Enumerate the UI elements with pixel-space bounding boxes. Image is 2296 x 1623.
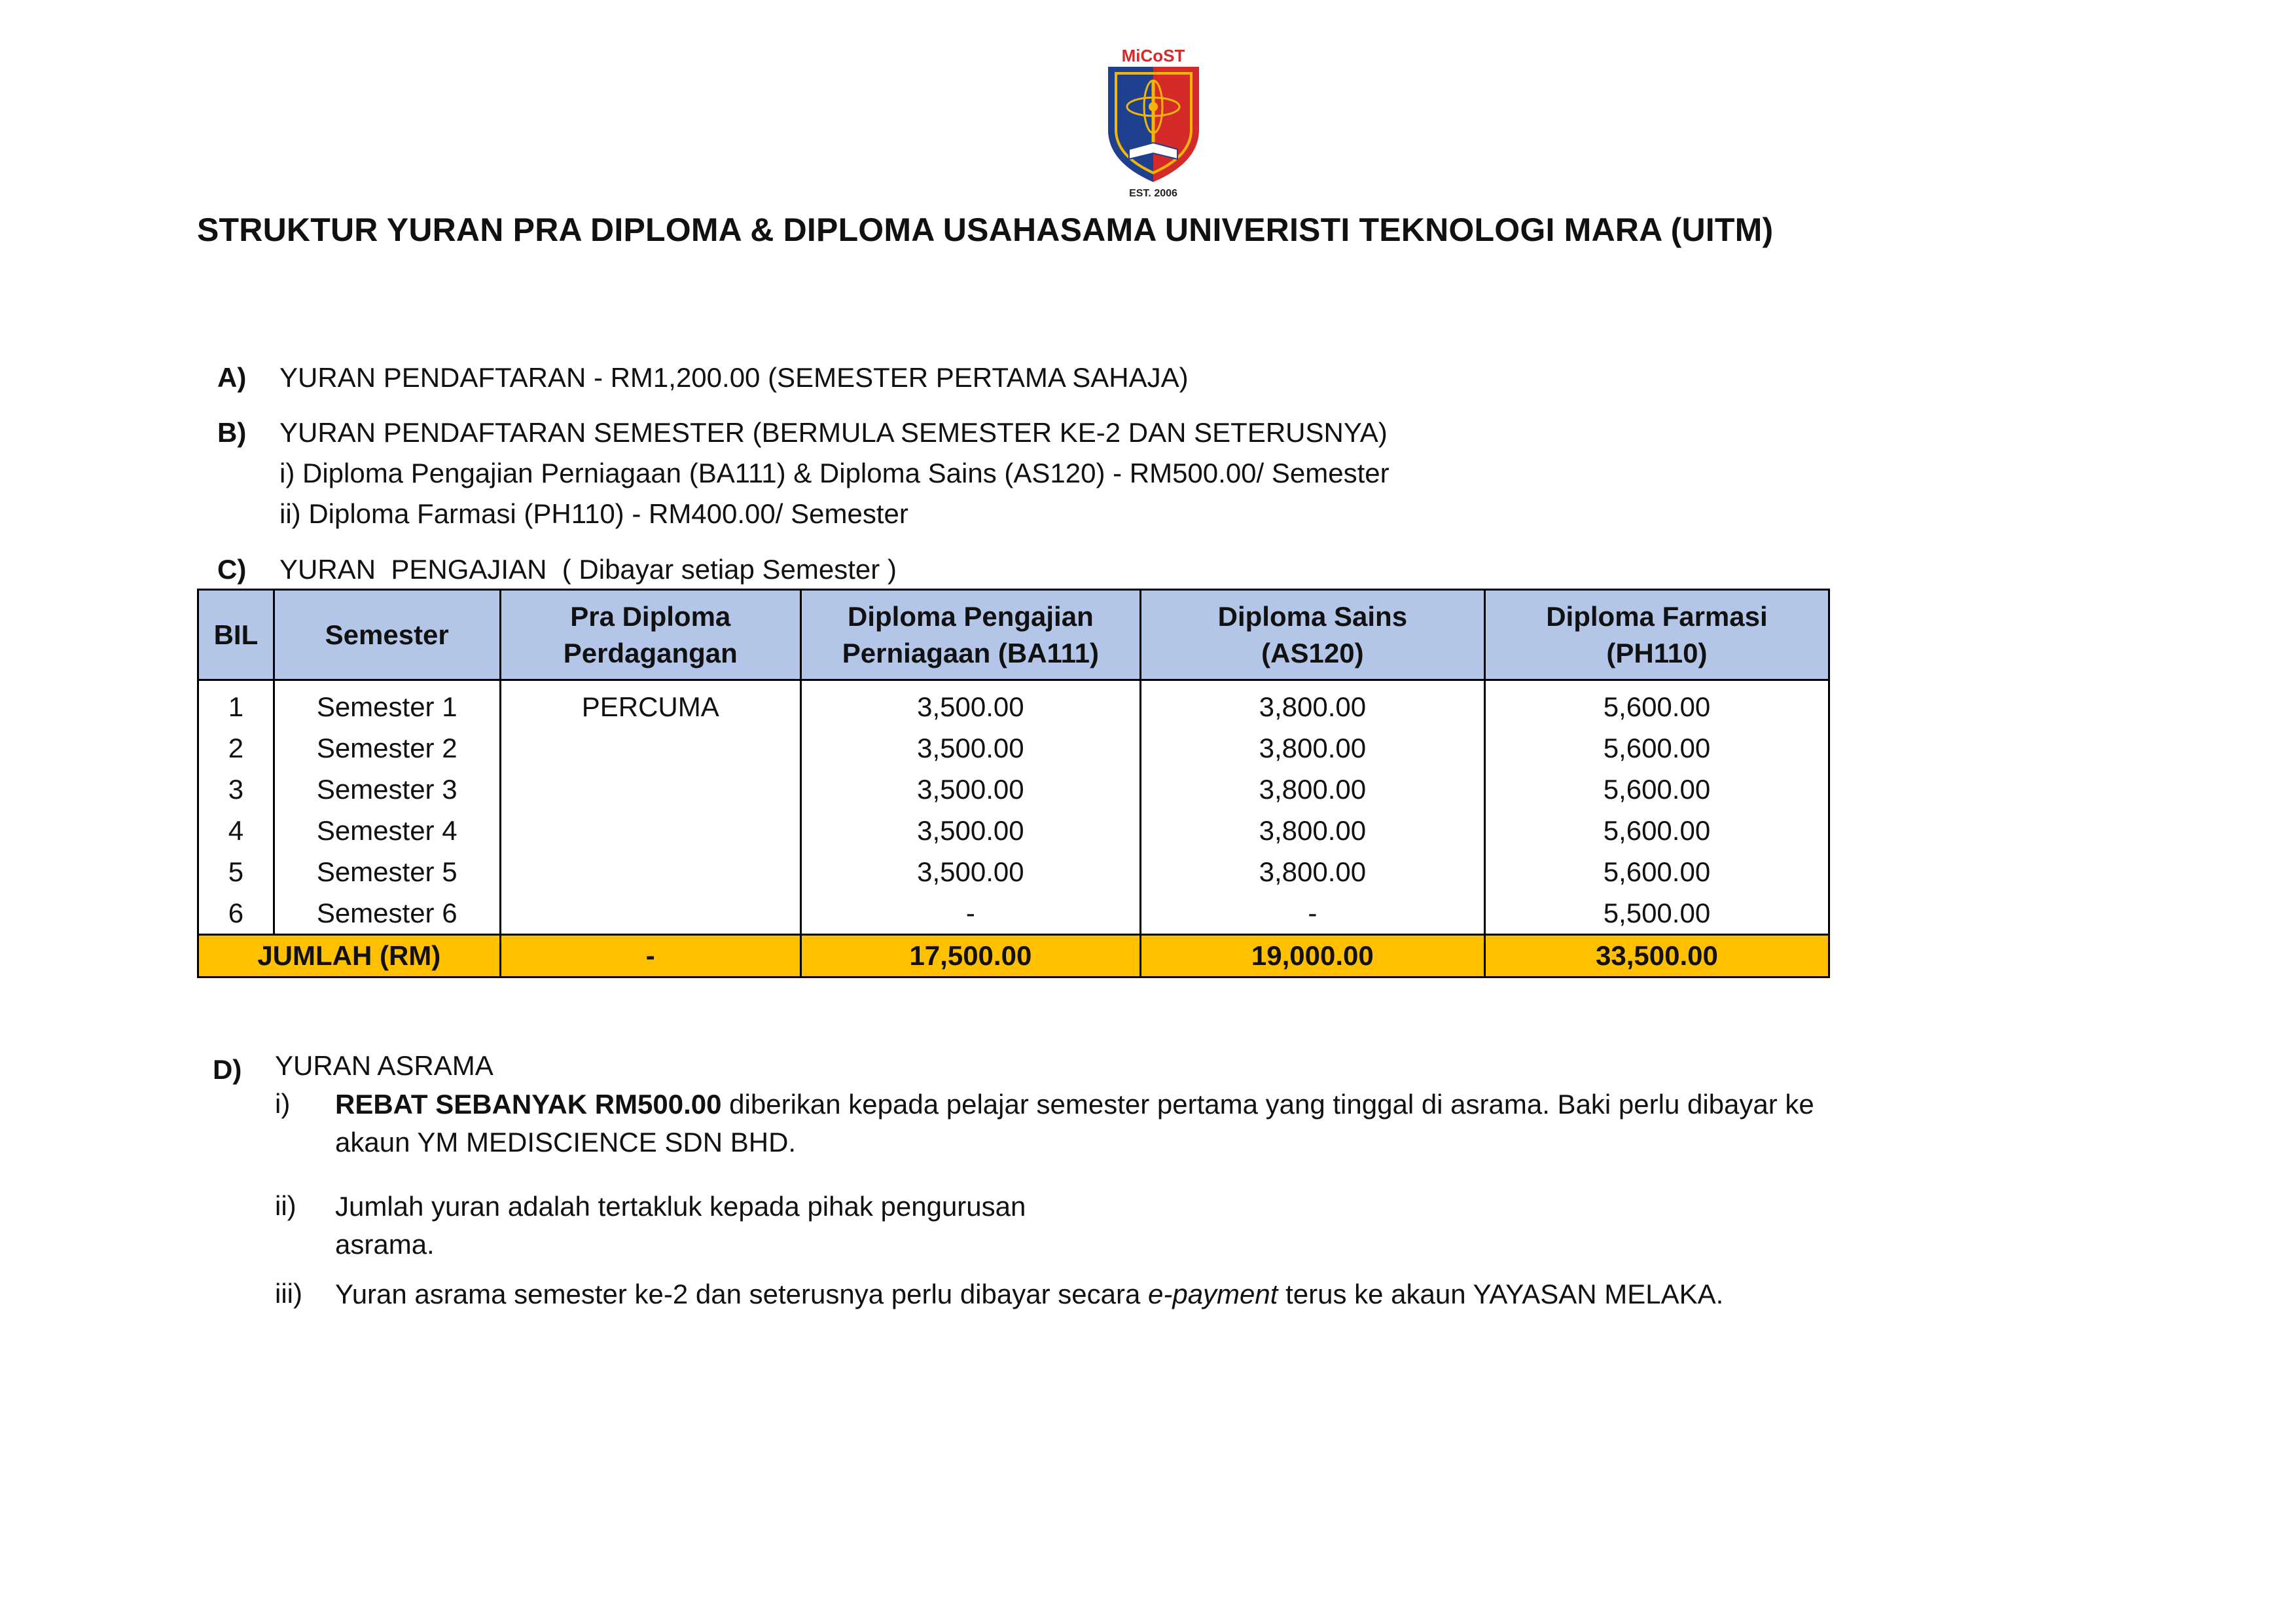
total-pra: -	[500, 935, 800, 977]
cell-pra	[500, 851, 800, 892]
table-row	[198, 892, 1829, 935]
cell-ba: 3,500.00	[800, 851, 1140, 892]
cell-ph: 5,600.00	[1484, 769, 1829, 810]
cell-ba: 3,500.00	[800, 680, 1140, 728]
total-as: 19,000.00	[1140, 935, 1484, 977]
section-d-item-iii	[335, 1275, 1723, 1313]
cell-pra	[500, 769, 800, 810]
cell-bil: 4	[198, 810, 274, 851]
cell-pra	[500, 892, 800, 935]
total-ph: 33,500.00	[1484, 935, 1829, 977]
header-semester: Semester	[274, 590, 500, 680]
table-row	[198, 727, 1829, 769]
rebate-rest: diberikan kepada pelajar semester pertama yang tinggal di asrama. Baki perlu dibayar ke	[721, 1089, 1814, 1120]
header-ba-line2: Perniagaan (BA111)	[842, 637, 1099, 668]
cell-bil: 3	[198, 769, 274, 810]
cell-pra	[500, 810, 800, 851]
section-d-marker: D)	[213, 1054, 242, 1085]
cell-ba: 3,500.00	[800, 727, 1140, 769]
section-d-item-ii-line2: asrama.	[335, 1229, 435, 1260]
header-ph110	[1484, 590, 1829, 680]
cell-semester: Semester 2	[274, 727, 500, 769]
cell-ba: 3,500.00	[800, 769, 1140, 810]
header-ph-line2: (PH110)	[1606, 637, 1708, 668]
cell-as: 3,800.00	[1140, 851, 1484, 892]
item-iii-pre: Yuran asrama semester ke-2 dan seterusnya perlu dibayar secara	[335, 1279, 1148, 1309]
header-as-line2: (AS120)	[1261, 637, 1364, 668]
cell-pra: PERCUMA	[500, 680, 800, 728]
table-row	[198, 810, 1829, 851]
cell-as: 3,800.00	[1140, 769, 1484, 810]
header-as-line1: Diploma Sains	[1217, 600, 1408, 632]
cell-pra	[500, 727, 800, 769]
cell-semester: Semester 4	[274, 810, 500, 851]
shield-logo-icon	[1096, 45, 1211, 202]
cell-semester: Semester 5	[274, 851, 500, 892]
header-pra-line2: Perdagangan	[563, 637, 738, 668]
fee-table	[197, 589, 1830, 978]
section-d-item-ii-line1: Jumlah yuran adalah tertakluk kepada pihak pengurusan	[335, 1191, 1026, 1222]
header-ph-line1: Diploma Farmasi	[1546, 600, 1768, 632]
cell-ba: -	[800, 892, 1140, 935]
header-pra-line1: Pra Diploma	[570, 600, 731, 632]
table-total-row	[198, 935, 1829, 977]
cell-bil: 5	[198, 851, 274, 892]
section-d-item-i-num: i)	[275, 1088, 291, 1119]
cell-bil: 6	[198, 892, 274, 935]
section-d-item-ii	[335, 1188, 1026, 1264]
cell-ph: 5,500.00	[1484, 892, 1829, 935]
table-row	[198, 851, 1829, 892]
section-d-text: YURAN ASRAMA	[275, 1050, 493, 1081]
section-d-item-iii-num: iii)	[275, 1278, 302, 1309]
cell-semester: Semester 6	[274, 892, 500, 935]
cell-as: 3,800.00	[1140, 727, 1484, 769]
total-label: JUMLAH (RM)	[198, 935, 501, 977]
header-ba-line1: Diploma Pengajian	[848, 600, 1094, 632]
cell-bil: 1	[198, 680, 274, 728]
section-d-item-i-line2: akaun YM MEDISCIENCE SDN BHD.	[335, 1127, 797, 1158]
section-a-text: YURAN PENDAFTARAN - RM1,200.00 (SEMESTER PERTAMA SAHAJA)	[279, 362, 1189, 393]
cell-as: 3,800.00	[1140, 680, 1484, 728]
cell-as: -	[1140, 892, 1484, 935]
logo-est-text: EST. 2006	[1129, 188, 1177, 199]
section-b-marker: B)	[217, 417, 247, 448]
college-logo	[1096, 45, 1211, 202]
logo-brand-text: MiCoST	[1121, 46, 1185, 65]
rebate-highlight: REBAT SEBANYAK RM500.00	[335, 1089, 722, 1120]
cell-semester: Semester 1	[274, 680, 500, 728]
cell-as: 3,800.00	[1140, 810, 1484, 851]
item-iii-italic: e-payment	[1147, 1279, 1278, 1309]
total-ba: 17,500.00	[800, 935, 1140, 977]
section-a-marker: A)	[217, 362, 247, 393]
cell-ph: 5,600.00	[1484, 680, 1829, 728]
cell-ph: 5,600.00	[1484, 810, 1829, 851]
section-b-text: YURAN PENDAFTARAN SEMESTER (BERMULA SEMESTER KE-2 DAN SETERUSNYA)	[279, 417, 1388, 448]
cell-bil: 2	[198, 727, 274, 769]
section-d-item-ii-num: ii)	[275, 1190, 296, 1221]
item-iii-post: terus ke akaun YAYASAN MELAKA.	[1278, 1279, 1724, 1309]
cell-ph: 5,600.00	[1484, 851, 1829, 892]
header-bil: BIL	[198, 590, 274, 680]
header-as120	[1140, 590, 1484, 680]
table-row	[198, 769, 1829, 810]
cell-semester: Semester 3	[274, 769, 500, 810]
cell-ph: 5,600.00	[1484, 727, 1829, 769]
header-pra-diploma	[500, 590, 800, 680]
section-d-item-i-line1	[335, 1085, 1814, 1123]
section-c-text: YURAN PENGAJIAN ( Dibayar setiap Semester )	[279, 554, 897, 585]
header-ba111	[800, 590, 1140, 680]
section-b-item-2: ii) Diploma Farmasi (PH110) - RM400.00/ Semester	[279, 498, 908, 529]
table-header-row	[198, 590, 1829, 680]
section-c-marker: C)	[217, 554, 247, 585]
table-row	[198, 680, 1829, 728]
cell-ba: 3,500.00	[800, 810, 1140, 851]
section-d-item-i	[335, 1085, 1814, 1161]
page-title: STRUKTUR YURAN PRA DIPLOMA & DIPLOMA USAHASAMA UNIVERISTI TEKNOLOGI MARA (UITM)	[197, 211, 1774, 248]
section-b-item-1: i) Diploma Pengajian Perniagaan (BA111) & Diploma Sains (AS120) - RM500.00/ Semester	[279, 458, 1390, 488]
